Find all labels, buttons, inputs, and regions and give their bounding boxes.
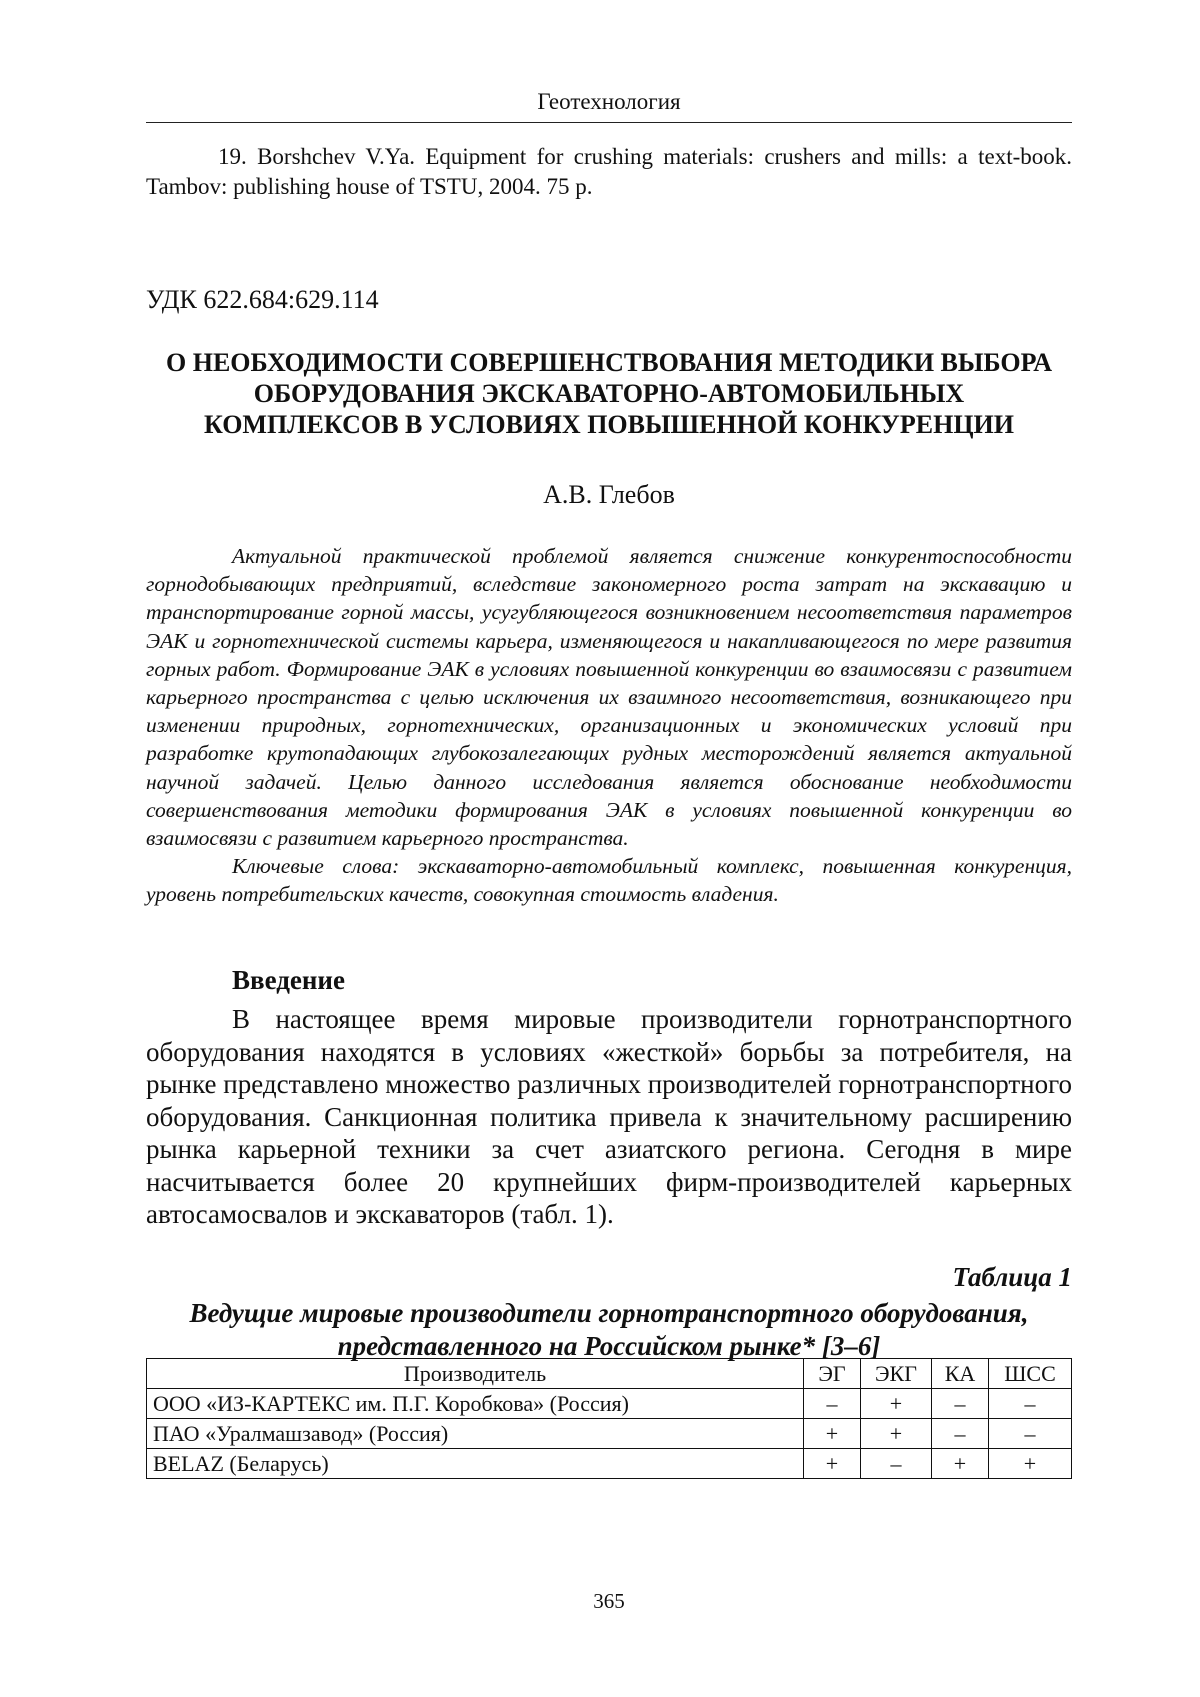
table-caption xyxy=(146,1297,1072,1363)
reference-entry: 19. Borshchev V.Ya. Equipment for crushing materials: crushers and mills: a text-book. Tambov: publishing house of TSTU, 2004. 75 p. xyxy=(146,144,1072,199)
mark-cell: – xyxy=(989,1389,1072,1419)
header-cell: ШСС xyxy=(989,1359,1072,1389)
table-header-row xyxy=(147,1359,1072,1389)
header-cell: ЭГ xyxy=(804,1359,861,1389)
table-row xyxy=(147,1419,1072,1449)
mark-cell: + xyxy=(989,1449,1072,1479)
mark-cell: – xyxy=(861,1449,932,1479)
header-cell: Производитель xyxy=(147,1359,804,1389)
keywords: Ключевые слова: экскаваторно-автомобильный комплекс, повышенная конкуренция, уровень потребительских качеств, совокупная стоимость владения. xyxy=(146,854,1072,907)
mark-cell: – xyxy=(932,1389,989,1419)
table-row xyxy=(147,1389,1072,1419)
article-title xyxy=(146,347,1072,440)
abstract-text: Актуальной практической проблемой является снижение конкурентоспособности горнодобывающих предприятий, вследствие закономерного роста затрат на экскавацию и транспортирование горной массы, усугубляющегося возникновением несоответствия параметров ЭАК и горнотехнической системы карьера, изменяющегося и накапливающегося по мере развития горных работ. Формирование ЭАК в условиях повышенной конкуренции во взаимосвязи с развитием карьерного пространства с целью исключения их взаимного несоответствия, возникающего при изменении природных, горнотехнических, организационных и экономических условий при разработке крутопадающих глубокозалегающих рудных месторождений является актуальной научной задачей. Целью данного исследования является обоснование необходимости совершенствования методики формирования ЭАК в условиях повышенной конкуренции во взаимосвязи с развитием карьерного пространства. xyxy=(146,544,1072,851)
caption-line: Ведущие мировые производители горнотранспортного оборудования, xyxy=(189,1298,1029,1328)
title-line: ОБОРУДОВАНИЯ ЭКСКАВАТОРНО-АВТОМОБИЛЬНЫХ xyxy=(253,379,965,408)
mark-cell: – xyxy=(932,1419,989,1449)
manufacturer-cell: BELAZ (Беларусь) xyxy=(147,1449,804,1479)
title-line: КОМПЛЕКСОВ В УСЛОВИЯХ ПОВЫШЕННОЙ КОНКУРЕНЦИИ xyxy=(203,410,1014,439)
mark-cell: + xyxy=(861,1389,932,1419)
author: А.В. Глебов xyxy=(543,480,675,509)
table-label: Таблица 1 xyxy=(952,1262,1072,1292)
manufacturer-cell: ПАО «Уралмашзавод» (Россия) xyxy=(147,1419,804,1449)
mark-cell: + xyxy=(932,1449,989,1479)
running-head: Геотехнология xyxy=(146,88,1072,123)
abstract xyxy=(146,542,1072,909)
mark-cell: + xyxy=(804,1449,861,1479)
section-heading-introduction: Введение xyxy=(232,965,345,995)
header-cell: КА xyxy=(932,1359,989,1389)
manufacturer-cell: ООО «ИЗ-КАРТЕКС им. П.Г. Коробкова» (Россия) xyxy=(147,1389,804,1419)
header-cell: ЭКГ xyxy=(861,1359,932,1389)
introduction-paragraph: В настоящее время мировые производители горнотранспортного оборудования находятся в условиях «жесткой» борьбы за потребителя, на рынке представлено множество различных производителей горнотранспортного оборудования. Санкционная политика привела к значительному расширению рынка карьерной техники за счет азиатского региона. Сегодня в мире насчитывается более 20 крупнейших фирм-производителей карьерных автосамосвалов и экскаваторов (табл. 1). xyxy=(146,1004,1072,1229)
manufacturers-table xyxy=(146,1358,1072,1479)
mark-cell: + xyxy=(804,1419,861,1449)
page-number: 365 xyxy=(593,1589,625,1613)
mark-cell: + xyxy=(861,1419,932,1449)
caption-line: представленного на Российском рынке* [3–6] xyxy=(337,1331,881,1361)
title-line: О НЕОБХОДИМОСТИ СОВЕРШЕНСТВОВАНИЯ МЕТОДИКИ ВЫБОРА xyxy=(166,348,1052,377)
mark-cell: – xyxy=(989,1419,1072,1449)
mark-cell: – xyxy=(804,1389,861,1419)
table-row xyxy=(147,1449,1072,1479)
udc-code: УДК 622.684:629.114 xyxy=(146,285,379,314)
